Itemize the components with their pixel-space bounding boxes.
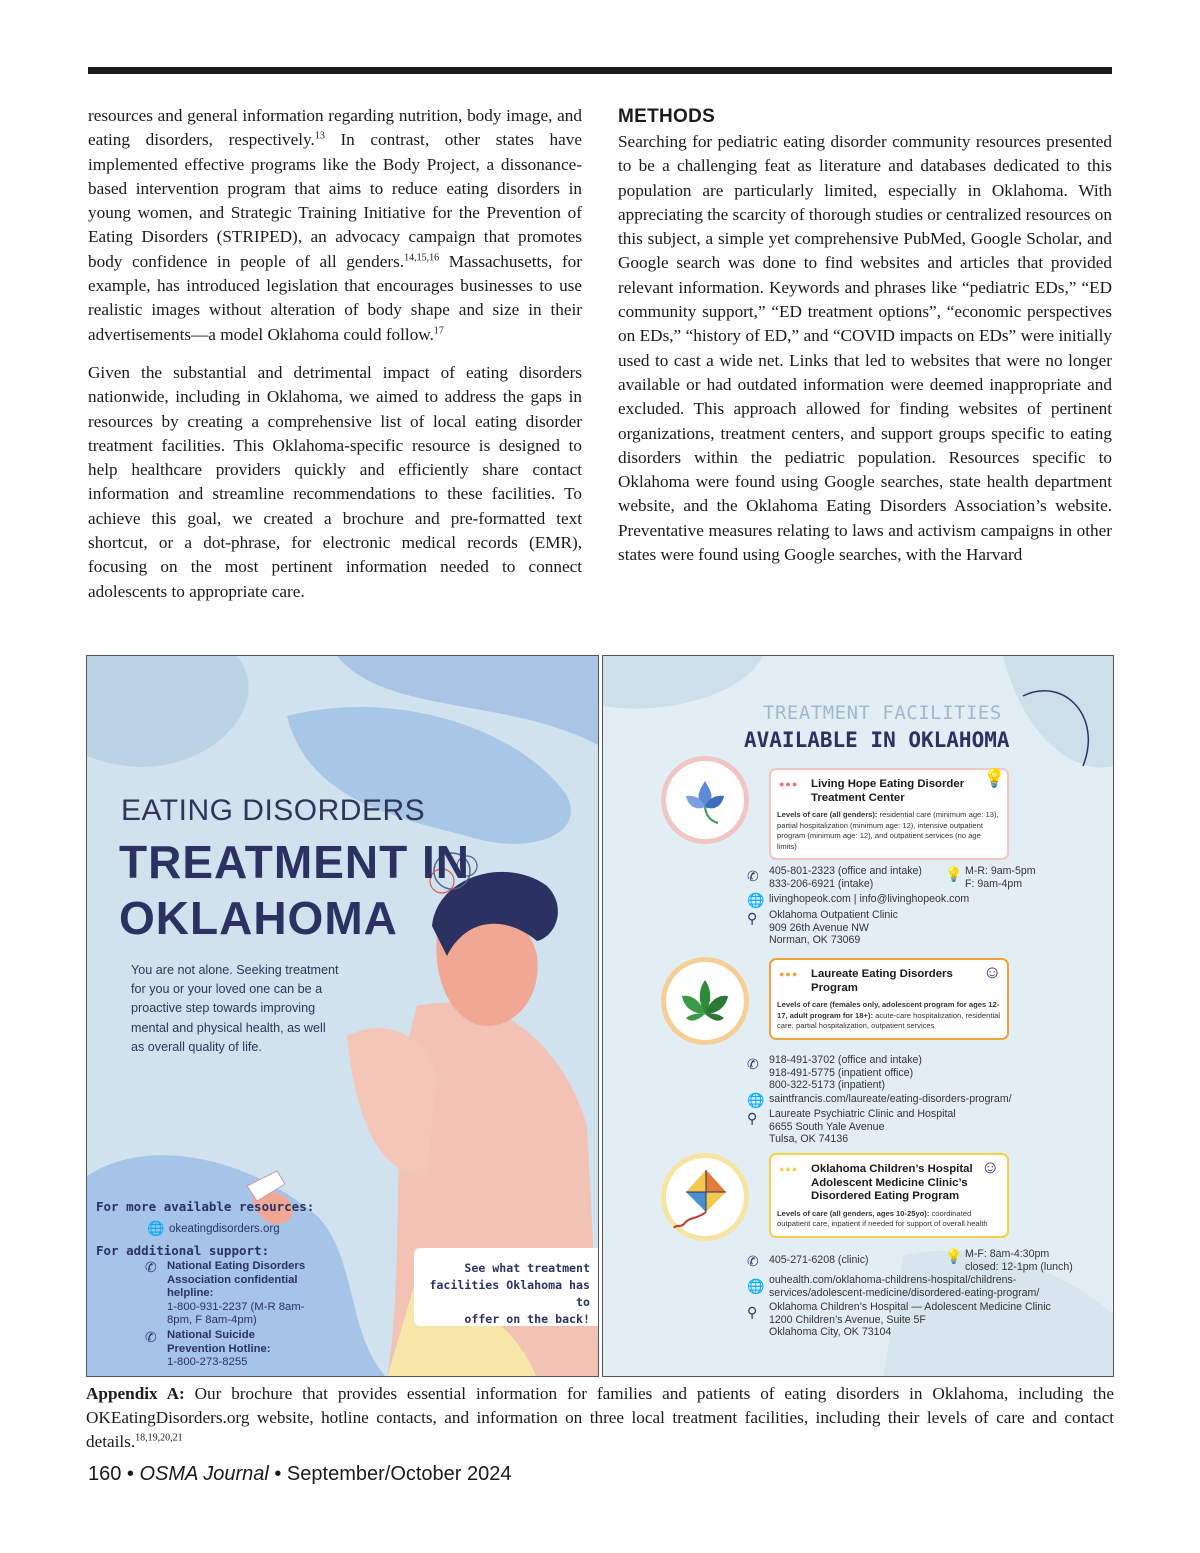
facility-3-phone: 405-271-6208 (clinic) xyxy=(769,1254,869,1266)
facility-2-phones: 918-491-3702 (office and intake) 918-491-5775 (inpatient office) 800-322-5173 (inpatient) xyxy=(769,1054,922,1092)
location-pin-icon: ⚲ xyxy=(747,1110,758,1126)
left-paragraph-2: Given the substantial and detrimental impact of eating disorders nationwide, including in Oklahoma, we aimed to address the gaps in resources by creating a comprehensive list of local eating disorder treatment facilities. This Oklahoma-specific resource is designed to help healthcare providers quickly and efficiently share contact information and streamline recommendations to these facilities. To achieve this goal, we created a brochure and pre-formatted text shortcut, or a dot-phrase, for electronic medical records (EMR), focusing on the most pertinent information needed to connect adolescents to appropriate care. xyxy=(88,362,582,601)
hotline-suicide-prevention: National Suicide Prevention Hotline: 1-800-273-8255 xyxy=(167,1329,271,1369)
globe-icon: 🌐 xyxy=(747,1278,765,1294)
facility-3-web[interactable]: ouhealth.com/oklahoma-childrens-hospital/childrens- services/adolescent-medicine/disordered-eating-program/ xyxy=(769,1274,1040,1299)
globe-icon: 🌐 xyxy=(747,1092,765,1108)
lightbulb-icon: 💡 xyxy=(983,768,1006,788)
facility-3-logo xyxy=(661,1153,749,1241)
front-eyebrow: EATING DISORDERS xyxy=(121,794,426,827)
more-resources-heading: For more available resources: xyxy=(96,1199,315,1214)
left-paragraph-1: resources and general information regarding nutrition, body image, and eating disorders, respectively.$^{13}$ In contrast, other states have implemented effective programs like the Body Project, a dissonance-based intervention program that aims to reduce eating disorders in young women, and Strategic Training Initiative for the Prevention of Eating Disorders (STRIPED), an advocacy campaign that promotes body confidence in people of all genders.$^{14,15,16}$ Massachusetts, for example, has introduced legislation that encourages businesses to use realistic images without alteration of body shape and size in their advertisements—a model Oklahoma could follow.$^{17}$ xyxy=(88,106,583,344)
head-icon: ☺ xyxy=(983,962,1002,982)
location-pin-icon: ⚲ xyxy=(747,910,758,926)
back-main-heading: AVAILABLE IN OKLAHOMA xyxy=(744,728,1010,752)
page-footer xyxy=(88,1463,512,1486)
lightbulb-icon: 💡 xyxy=(945,866,963,882)
phone-icon: ✆ xyxy=(747,868,759,884)
facility-2-card: ●●● Laureate Eating Disorders Program Levels of care (females only, adolescent program for ages 12-17, adult program for 18+): acute-care hospitalization, residential care, partial hospitalization, outpatient services xyxy=(769,958,1009,1040)
facility-1-address: Oklahoma Outpatient Clinic 909 26th Avenue NW Norman, OK 73069 xyxy=(769,909,898,947)
back-top-heading: TREATMENT FACILITIES xyxy=(763,702,1002,724)
facility-3-address: Oklahoma Children’s Hospital — Adolescent Medicine Clinic 1200 Children’s Avenue, Suite 5F Oklahoma City, OK 73104 xyxy=(769,1301,1051,1339)
facility-1-phones: 405-801-2323 (office and intake) 833-206-6921 (intake) xyxy=(769,865,922,890)
dots-icon: ●●● xyxy=(779,969,799,979)
head-icon: ☺ xyxy=(981,1157,1000,1177)
front-website-link[interactable]: okeatingdisorders.org xyxy=(169,1223,280,1235)
left-column xyxy=(88,104,582,614)
hotline-neda: National Eating Disorders Association confidential helpline: 1-800-931-2237 (M-R 8am-8pm, F 8am-4pm) xyxy=(167,1260,306,1327)
facility-1-hours: M-R: 9am-5pm F: 9am-4pm xyxy=(965,865,1036,890)
dots-icon: ●●● xyxy=(779,1164,799,1174)
right-column xyxy=(618,104,1112,577)
facility-2-address: Laureate Psychiatric Clinic and Hospital 6655 South Yale Avenue Tulsa, OK 74136 xyxy=(769,1108,956,1146)
phone-icon: ✆ xyxy=(747,1253,759,1269)
figure-caption: Appendix A: Our brochure that provides essential information for families and patients of eating disorders in Oklahoma, including the OKEatingDisorders.org website, hotline contacts, and information on three local treatment facilities, including their levels of care and contact details.$^{18,19,20,21}$ xyxy=(86,1384,1114,1452)
phone-icon: ✆ xyxy=(145,1329,157,1345)
phone-icon: ✆ xyxy=(747,1056,759,1072)
globe-icon: 🌐 xyxy=(147,1220,165,1236)
globe-icon: 🌐 xyxy=(747,892,765,908)
front-intro: You are not alone. Seeking treatment for you or your loved one can be a proactive step towards improving mental and physical health, as well as overall quality of life. xyxy=(131,963,339,1054)
facility-3-hours: M-F: 8am-4:30pm closed: 12-1pm (lunch) xyxy=(965,1248,1073,1273)
methods-paragraph: Searching for pediatric eating disorder community resources presented to be a challenging feat as literature and databases dedicated to this population are particularly limited, especially in Oklahoma. With appreciating the scarcity of thorough studies or centralized resources on this subject, a simple yet comprehensive PubMed, Google Scholar, and Google search was done to find websites and articles that provided relevant information. Keywords and phrases like “pediatric EDs,” “ED community support,” “ED treatment options”, “economic perspectives on EDs,” “history of ED,” and “COVID impacts on EDs” were initially used to cast a wide net. Links that led to websites that were no longer available or had outdated information were deemed inappropriate and excluded. This approach allowed for finding websites of pertinent organizations, treatment centers, and support groups specific to eating disorders within the pediatric population. Resources specific to Oklahoma were found using Google searches, state health department website, and the Oklahoma Eating Disorders Association’s website. Preventative measures relating to laws and activism campaigns in other states were found using Google searches, with the Harvard xyxy=(618,132,1112,565)
additional-support-heading: For additional support: xyxy=(96,1243,270,1258)
facility-1-web[interactable]: livinghopeok.com | info@livinghopeok.com xyxy=(769,893,970,905)
brochure-front-panel xyxy=(86,655,599,1377)
facility-3-card: ●●● Oklahoma Children’s Hospital Adolescent Medicine Clinic’s Disordered Eating Program Levels of care (all genders, ages 10-25yo): coordinated outpatient care, inpatient if needed for support of overall health xyxy=(769,1153,1009,1238)
facility-2-web[interactable]: saintfrancis.com/laureate/eating-disorders-program/ xyxy=(769,1093,1012,1105)
dots-icon: ●●● xyxy=(779,779,799,789)
top-rule xyxy=(88,67,1112,74)
page-number: 160 • xyxy=(88,1463,134,1485)
see-back-callout: See what treatment facilities Oklahoma has to offer on the back! xyxy=(414,1248,598,1326)
facility-2-logo xyxy=(661,957,749,1045)
brochure-back-panel xyxy=(602,655,1114,1377)
location-pin-icon: ⚲ xyxy=(747,1304,758,1320)
facility-1-logo xyxy=(661,756,749,844)
lightbulb-icon: 💡 xyxy=(945,1248,963,1264)
facility-1-card: ●●● Living Hope Eating Disorder Treatment Center Levels of care (all genders): residential care (minimum age: 13), partial hospitalization (minimum age: 12), intensive outpatient program (minimum age: 12), and outpatient services (no age limits) xyxy=(769,768,1009,860)
journal-name: OSMA Journal xyxy=(139,1463,269,1485)
front-title: TREATMENT IN OKLAHOMA xyxy=(119,836,471,944)
methods-heading: METHODS xyxy=(618,106,716,127)
issue-date: • September/October 2024 xyxy=(274,1463,512,1485)
phone-icon: ✆ xyxy=(145,1259,157,1275)
